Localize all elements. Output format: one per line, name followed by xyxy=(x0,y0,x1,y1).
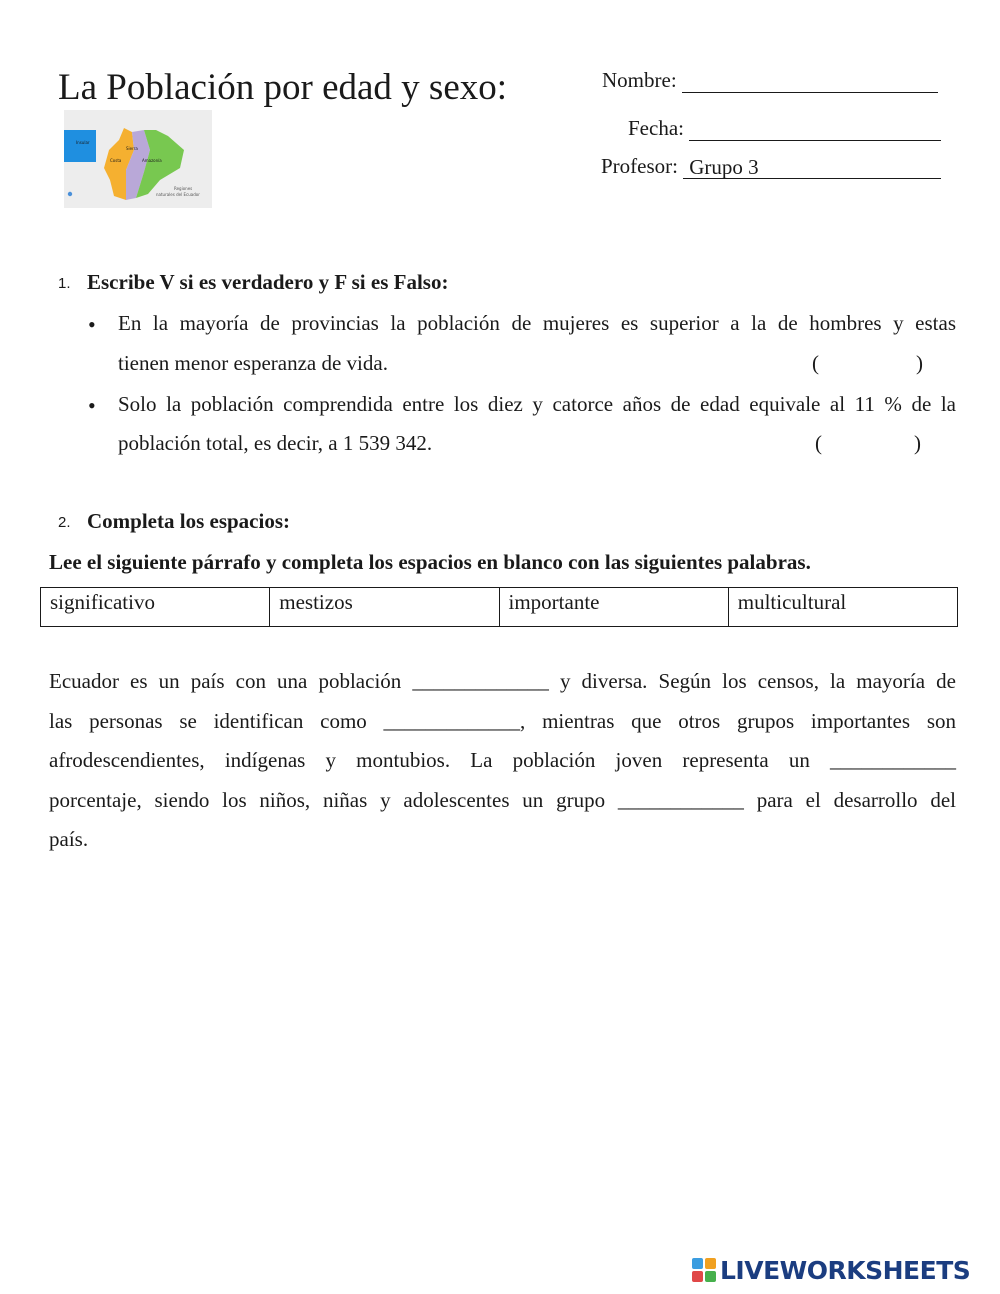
word-bank-cell: mestizos xyxy=(270,588,499,627)
word-bank-cell: multicultural xyxy=(728,588,957,627)
fecha-label: Fecha: xyxy=(628,116,684,140)
statement-2-line2: población total, es decir, a 1 539 342. xyxy=(118,431,433,455)
nombre-label: Nombre: xyxy=(602,68,677,92)
paragraph-line: porcentaje, siendo los niños, niñas y adolescentes un grupo ____________ para el desarrollo del xyxy=(49,787,956,812)
costa-label: Costa xyxy=(110,158,122,163)
logo-squares-icon xyxy=(692,1258,716,1282)
ecuador-regions-map xyxy=(64,110,212,208)
question-1-number: 1. xyxy=(58,275,71,292)
page-title: La Población por edad y sexo: xyxy=(58,67,508,108)
insular-region xyxy=(64,130,96,162)
question-2-instruction: Lee el siguiente párrafo y completa los espacios en blanco con las siguientes palabras. xyxy=(49,550,811,574)
word-bank-cell: significativo xyxy=(41,588,270,627)
map-brand-icon xyxy=(68,192,72,196)
bullet-icon: • xyxy=(88,312,96,337)
statement-1-close-paren: ) xyxy=(916,351,923,375)
fecha-field xyxy=(628,116,941,141)
nombre-field xyxy=(602,68,938,93)
word-bank-table xyxy=(40,587,958,627)
question-2-title: Completa los espacios: xyxy=(87,509,290,533)
paragraph-line: país. xyxy=(49,827,89,851)
insular-label: Insular xyxy=(76,140,90,145)
blank-1-input[interactable] xyxy=(408,668,556,698)
blank-2-input[interactable] xyxy=(377,708,525,738)
question-2-number: 2. xyxy=(58,514,71,531)
statement-1-answer-box[interactable] xyxy=(826,348,914,378)
fecha-input-line[interactable] xyxy=(689,120,941,141)
paragraph-line: afrodescendientes, indígenas y montubios. La población joven representa un ____________ xyxy=(49,748,956,772)
profesor-field xyxy=(601,154,941,179)
statement-2-answer-box[interactable] xyxy=(829,428,913,458)
map-caption-line1: Regiones xyxy=(174,186,193,191)
statement-1-open-paren: ( xyxy=(812,351,819,375)
statement-1-line2: tienen menor esperanza de vida. xyxy=(118,351,388,375)
paragraph-line: las personas se identifican como _____________, mientras que otros grupos importantes son xyxy=(49,708,956,733)
statement-2-close-paren: ) xyxy=(914,431,921,455)
question-1-title: Escribe V si es verdadero y F si es Falso: xyxy=(87,270,449,294)
paragraph-line: Ecuador es un país con una población _____________ y diversa. Según los censos, la mayoría de xyxy=(49,669,956,693)
sierra-label: Sierra xyxy=(126,146,138,151)
nombre-input-line[interactable] xyxy=(682,72,938,93)
statement-2-open-paren: ( xyxy=(815,431,822,455)
bullet-icon: • xyxy=(88,393,96,418)
blank-4-input[interactable] xyxy=(610,787,750,817)
profesor-value: Grupo 3 xyxy=(683,156,941,179)
map-caption-line2: naturales del Ecuador xyxy=(156,192,200,197)
logo-text: LIVEWORKSHEETS xyxy=(720,1255,971,1285)
amazonia-label: Amazonía xyxy=(142,158,162,163)
profesor-label: Profesor: xyxy=(601,154,678,178)
word-bank-row xyxy=(41,588,958,627)
statement-1-line1: En la mayoría de provincias la población de mujeres es superior a la de hombres y estas xyxy=(118,311,956,335)
word-bank-cell: importante xyxy=(499,588,728,627)
liveworksheets-logo xyxy=(692,1256,970,1284)
statement-2-line1: Solo la población comprendida entre los diez y catorce años de edad equivale al 11 % de la xyxy=(118,392,956,416)
blank-3-input[interactable] xyxy=(818,747,956,777)
